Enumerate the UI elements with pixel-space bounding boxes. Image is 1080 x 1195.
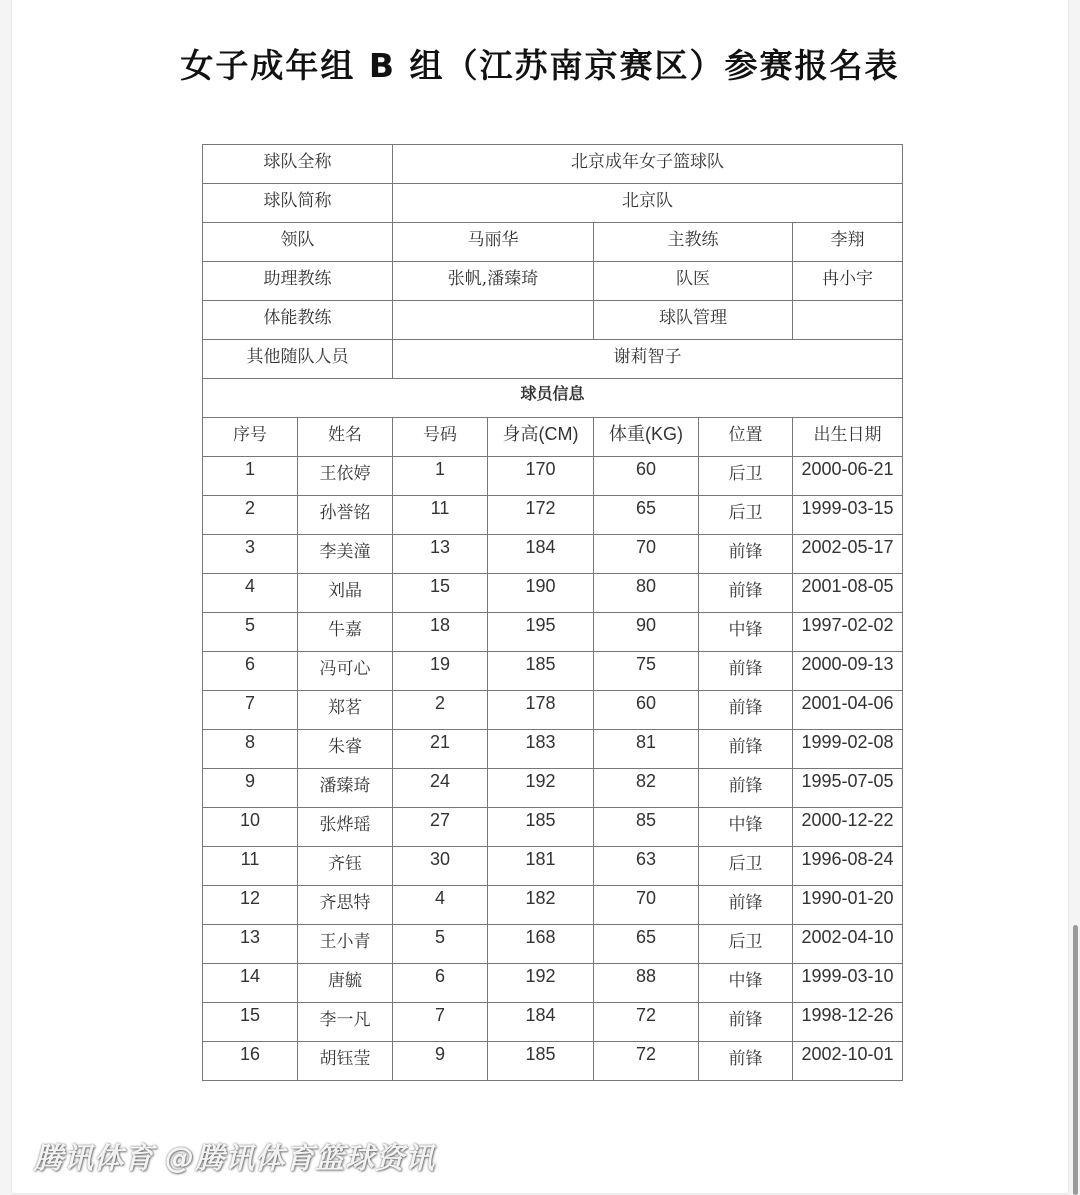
cell-number: 4: [393, 886, 488, 925]
cell-number: 11: [393, 496, 488, 535]
player-row: [203, 730, 903, 769]
cell-name: 牛嘉: [298, 613, 393, 652]
vertical-scrollbar[interactable]: [1073, 925, 1078, 1195]
cell-height: 182: [488, 886, 594, 925]
player-rows: [203, 457, 903, 1081]
cell-height: 192: [488, 964, 594, 1003]
player-row: [203, 496, 903, 535]
cell-position: 前锋: [699, 769, 793, 808]
cell-birthdate: 1998-12-26: [793, 1003, 903, 1042]
cell-position: 后卫: [699, 457, 793, 496]
others-row: [203, 340, 903, 379]
cell-weight: 65: [594, 496, 699, 535]
header-birthdate: 出生日期: [793, 418, 903, 457]
cell-number: 18: [393, 613, 488, 652]
cell-name: 孙誉铭: [298, 496, 393, 535]
cell-weight: 90: [594, 613, 699, 652]
team-short-name-row: [203, 184, 903, 223]
cell-birthdate: 1996-08-24: [793, 847, 903, 886]
cell-weight: 63: [594, 847, 699, 886]
cell-index: 1: [203, 457, 298, 496]
cell-index: 7: [203, 691, 298, 730]
cell-name: 齐思特: [298, 886, 393, 925]
cell-birthdate: 2000-06-21: [793, 457, 903, 496]
cell-name: 潘臻琦: [298, 769, 393, 808]
cell-weight: 88: [594, 964, 699, 1003]
cell-number: 7: [393, 1003, 488, 1042]
cell-number: 13: [393, 535, 488, 574]
cell-position: 后卫: [699, 847, 793, 886]
cell-name: 刘晶: [298, 574, 393, 613]
player-row: [203, 1003, 903, 1042]
cell-number: 6: [393, 964, 488, 1003]
cell-number: 30: [393, 847, 488, 886]
header-weight: 体重(KG): [594, 418, 699, 457]
team-doctor-value: 冉小宇: [793, 262, 903, 301]
cell-name: 张烨瑶: [298, 808, 393, 847]
header-index: 序号: [203, 418, 298, 457]
player-row: [203, 691, 903, 730]
cell-index: 6: [203, 652, 298, 691]
header-number: 号码: [393, 418, 488, 457]
team-short-name-label: 球队简称: [203, 184, 393, 223]
player-row: [203, 847, 903, 886]
cell-birthdate: 1997-02-02: [793, 613, 903, 652]
cell-height: 178: [488, 691, 594, 730]
head-coach-value: 李翔: [793, 223, 903, 262]
cell-position: 前锋: [699, 691, 793, 730]
cell-index: 3: [203, 535, 298, 574]
player-row: [203, 769, 903, 808]
cell-name: 郑茗: [298, 691, 393, 730]
fitness-row: [203, 301, 903, 340]
player-section-title: 球员信息: [203, 379, 903, 418]
cell-index: 4: [203, 574, 298, 613]
cell-position: 后卫: [699, 496, 793, 535]
cell-birthdate: 1999-03-10: [793, 964, 903, 1003]
cell-name: 王小青: [298, 925, 393, 964]
cell-height: 195: [488, 613, 594, 652]
cell-height: 181: [488, 847, 594, 886]
cell-birthdate: 1990-01-20: [793, 886, 903, 925]
header-name: 姓名: [298, 418, 393, 457]
cell-height: 170: [488, 457, 594, 496]
document-title: 女子成年组 B 组（江苏南京赛区）参赛报名表: [180, 46, 900, 85]
cell-index: 5: [203, 613, 298, 652]
cell-name: 王依婷: [298, 457, 393, 496]
cell-weight: 80: [594, 574, 699, 613]
player-row: [203, 574, 903, 613]
team-manager-label: 球队管理: [594, 301, 793, 340]
team-full-name-label: 球队全称: [203, 145, 393, 184]
cell-number: 19: [393, 652, 488, 691]
cell-index: 8: [203, 730, 298, 769]
cell-position: 后卫: [699, 925, 793, 964]
team-manager-value: [793, 301, 903, 340]
cell-number: 24: [393, 769, 488, 808]
cell-height: 183: [488, 730, 594, 769]
cell-height: 184: [488, 1003, 594, 1042]
cell-number: 27: [393, 808, 488, 847]
cell-index: 11: [203, 847, 298, 886]
cell-name: 齐钰: [298, 847, 393, 886]
other-staff-value: 谢莉智子: [393, 340, 903, 379]
player-row: [203, 652, 903, 691]
cell-weight: 75: [594, 652, 699, 691]
cell-weight: 85: [594, 808, 699, 847]
cell-position: 中锋: [699, 964, 793, 1003]
cell-position: 前锋: [699, 574, 793, 613]
header-position: 位置: [699, 418, 793, 457]
player-row: [203, 964, 903, 1003]
cell-number: 21: [393, 730, 488, 769]
player-row: [203, 886, 903, 925]
player-row: [203, 808, 903, 847]
cell-index: 14: [203, 964, 298, 1003]
team-short-name-value: 北京队: [393, 184, 903, 223]
team-doctor-label: 队医: [594, 262, 793, 301]
cell-number: 9: [393, 1042, 488, 1081]
assistant-coach-label: 助理教练: [203, 262, 393, 301]
player-header-row: [203, 418, 903, 457]
cell-position: 中锋: [699, 613, 793, 652]
player-row: [203, 613, 903, 652]
leader-value: 马丽华: [393, 223, 594, 262]
cell-birthdate: 2001-08-05: [793, 574, 903, 613]
cell-weight: 72: [594, 1042, 699, 1081]
assistant-row: [203, 262, 903, 301]
cell-height: 184: [488, 535, 594, 574]
document-page: [12, 0, 1068, 1193]
cell-height: 185: [488, 652, 594, 691]
cell-position: 中锋: [699, 808, 793, 847]
cell-name: 李美潼: [298, 535, 393, 574]
header-height: 身高(CM): [488, 418, 594, 457]
fitness-coach-value: [393, 301, 594, 340]
cell-height: 190: [488, 574, 594, 613]
cell-height: 168: [488, 925, 594, 964]
cell-birthdate: 2002-05-17: [793, 535, 903, 574]
cell-index: 12: [203, 886, 298, 925]
cell-number: 1: [393, 457, 488, 496]
other-staff-label: 其他随队人员: [203, 340, 393, 379]
cell-name: 朱睿: [298, 730, 393, 769]
player-section-row: [203, 379, 903, 418]
cell-index: 16: [203, 1042, 298, 1081]
cell-birthdate: 2001-04-06: [793, 691, 903, 730]
cell-name: 胡钰莹: [298, 1042, 393, 1081]
cell-index: 9: [203, 769, 298, 808]
leader-row: [203, 223, 903, 262]
cell-name: 李一凡: [298, 1003, 393, 1042]
cell-weight: 60: [594, 691, 699, 730]
player-row: [203, 925, 903, 964]
cell-number: 15: [393, 574, 488, 613]
team-full-name-value: 北京成年女子篮球队: [393, 145, 903, 184]
fitness-coach-label: 体能教练: [203, 301, 393, 340]
player-row: [203, 457, 903, 496]
registration-table: [202, 144, 903, 1081]
cell-birthdate: 2000-12-22: [793, 808, 903, 847]
cell-position: 前锋: [699, 1042, 793, 1081]
cell-index: 15: [203, 1003, 298, 1042]
cell-height: 185: [488, 808, 594, 847]
cell-position: 前锋: [699, 1003, 793, 1042]
cell-weight: 70: [594, 535, 699, 574]
cell-height: 185: [488, 1042, 594, 1081]
cell-weight: 82: [594, 769, 699, 808]
team-full-name-row: [203, 145, 903, 184]
cell-birthdate: 2002-04-10: [793, 925, 903, 964]
cell-height: 172: [488, 496, 594, 535]
cell-weight: 70: [594, 886, 699, 925]
watermark-text: 腾讯体育 @腾讯体育篮球资讯: [34, 1141, 436, 1175]
cell-birthdate: 1995-07-05: [793, 769, 903, 808]
leader-label: 领队: [203, 223, 393, 262]
cell-height: 192: [488, 769, 594, 808]
cell-weight: 65: [594, 925, 699, 964]
cell-name: 唐毓: [298, 964, 393, 1003]
cell-number: 5: [393, 925, 488, 964]
player-row: [203, 1042, 903, 1081]
cell-birthdate: 2000-09-13: [793, 652, 903, 691]
cell-position: 前锋: [699, 730, 793, 769]
cell-birthdate: 1999-02-08: [793, 730, 903, 769]
cell-name: 冯可心: [298, 652, 393, 691]
cell-weight: 60: [594, 457, 699, 496]
assistant-coach-value: 张帆,潘臻琦: [393, 262, 594, 301]
cell-number: 2: [393, 691, 488, 730]
cell-position: 前锋: [699, 535, 793, 574]
cell-weight: 81: [594, 730, 699, 769]
cell-index: 13: [203, 925, 298, 964]
cell-position: 前锋: [699, 652, 793, 691]
cell-birthdate: 2002-10-01: [793, 1042, 903, 1081]
player-row: [203, 535, 903, 574]
cell-birthdate: 1999-03-15: [793, 496, 903, 535]
cell-position: 前锋: [699, 886, 793, 925]
head-coach-label: 主教练: [594, 223, 793, 262]
cell-index: 10: [203, 808, 298, 847]
cell-weight: 72: [594, 1003, 699, 1042]
cell-index: 2: [203, 496, 298, 535]
